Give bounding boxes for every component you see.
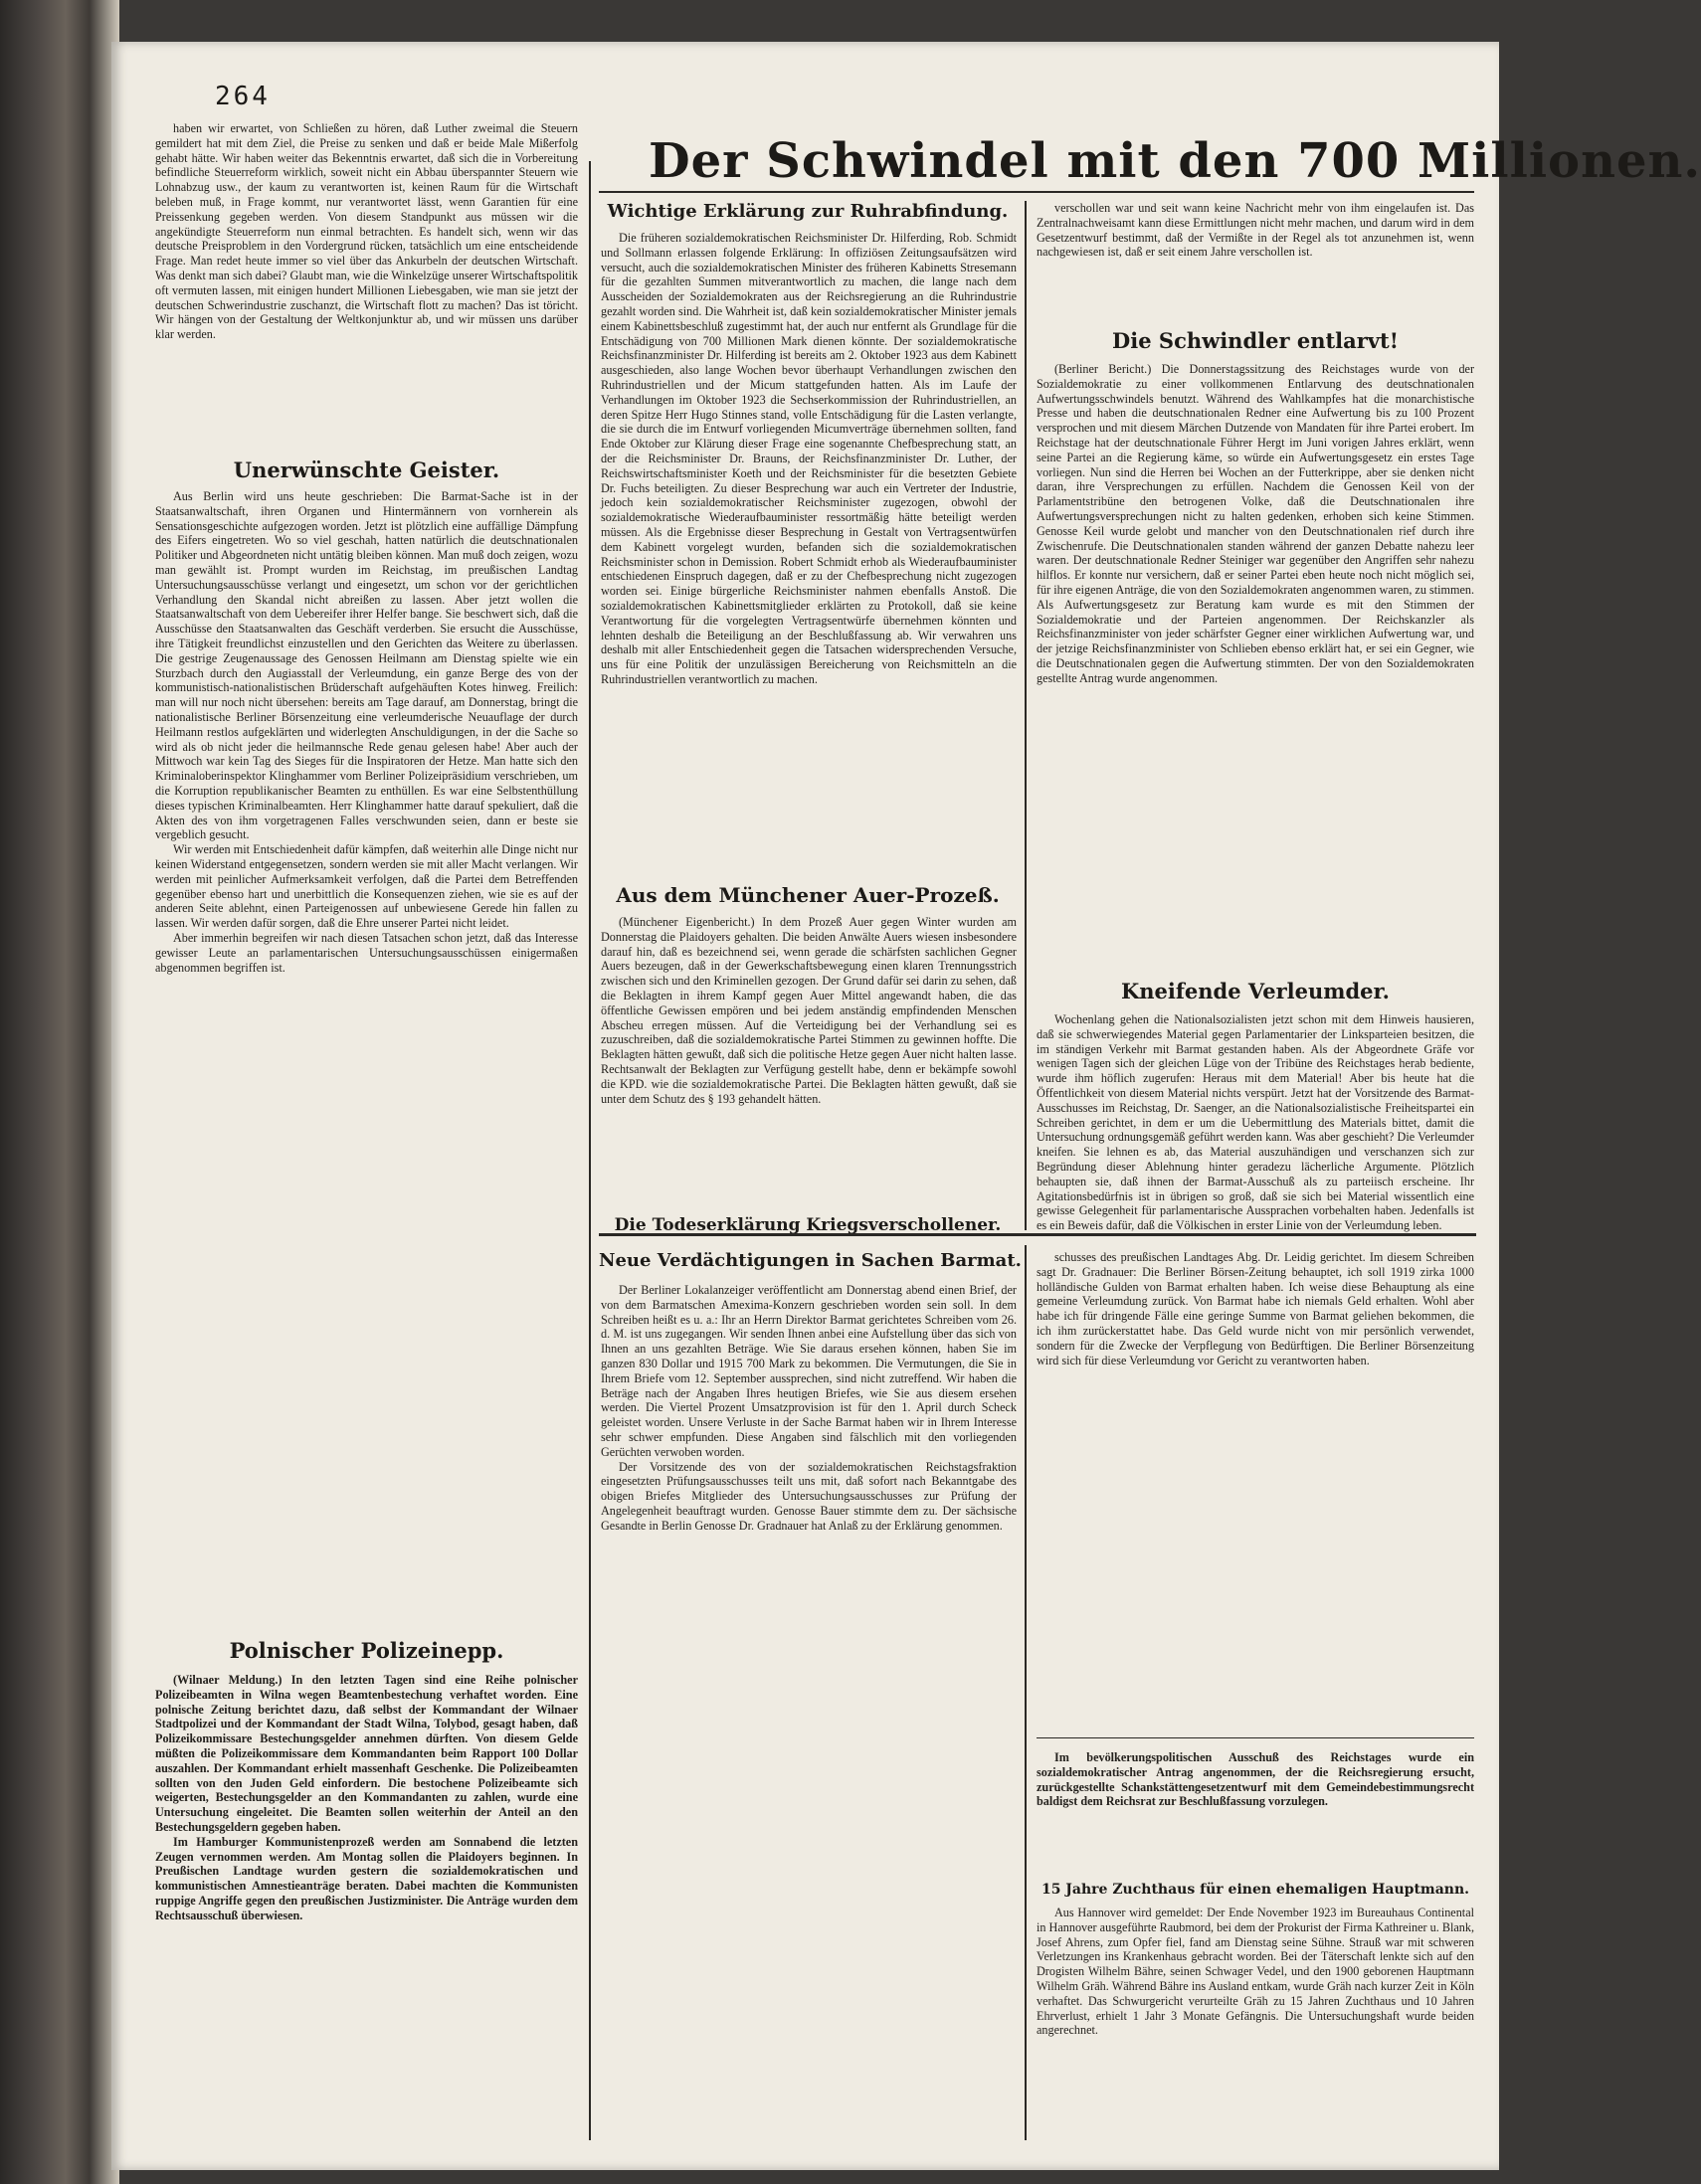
lower-article4-paragraph: Aus Hannover wird gemeldet: Der Ende November 1923 im Bureauhaus Continental in Hannover ausgeführte Raubmord, bei dem der Prokurist der Firma Kathreiner u. Blank, Josef Ahrens, zum Opfer fiel, fand am Dienstag seine Sühne. Strauß war mit schweren Verletzungen ins Krankenhaus gebracht worden. Bei der Täterschaft lenkte sich auf den Drogisten Wilhelm Bähre, seinen Schwager Vedel, und den 1900 geborenen Hauptmann Wilhelm Gräh. Während Bähre ins Ausland entkam, wurde Gräh nach kurzer Zeit in Köln verhaftet. Das Schwurgericht verurteilte Gräh zu 15 Jahren Zuchthaus und 10 Jahren Ehrverlust, erhielt 1 Jahr 3 Monate Gefängnis. Die Untersuchungshaft wurde beiden angerechnet.: [1037, 1906, 1474, 2038]
lower-article3-text: [1037, 1750, 1474, 1868]
article-divider-rule: [1037, 1737, 1474, 1738]
column-rule-lower: [1025, 1245, 1027, 2140]
col1-intro-text: [155, 121, 578, 448]
heading-auer-prozess: Aus dem Münchener Auer-Prozeß.: [616, 883, 1000, 907]
col2-article1-text: [601, 231, 1017, 875]
column-rule-left: [589, 161, 591, 2140]
col1-article1-paragraph3: Aber immerhin begreifen wir nach diesen Tatsachen schon jetzt, daß das Interesse gewisser Leute an parlamentarischen Untersuchungsausschüssen einigermaßen abgenommen begriffen ist.: [155, 930, 578, 975]
lower-article1-text: [601, 1283, 1017, 2128]
col3-article2-text: [1037, 1012, 1474, 1233]
lower-article1-paragraph2: Der Vorsitzende des von der sozialdemokratischen Reichstagsfraktion eingesetzten Prüfungsausschusses teilt uns mit, daß sofort nach Bekanntgabe des obigen Briefes Mitglieder des Untersuchungsausschusses zur Prüfung der Angelegenheit beauftragt wurden. Genosse Bauer stimmte dem zu. Der sächsische Gesandte in Berlin Genosse Dr. Gradnauer hat Anlaß zu der Erklärung genommen.: [601, 1459, 1017, 1533]
lower-article1-paragraph1: Der Berliner Lokalanzeiger veröffentlicht am Donnerstag abend einen Brief, der von dem Barmatschen Amexima-Konzern geschrieben worden sein soll. In dem Schreiben heißt es u. a.: Ihr an Herrn Direktor Barmat gerichtetes Schreiben vom 26. d. M. ist uns zugegangen. Wir senden Ihnen anbei eine Aufstellung über das sich von Ihnen an uns gezahlten Beträge. Wie Sie daraus ersehen können, haben Sie im ganzen 830 Dollar und 1915 700 Mark zu bekommen. Die Vermutungen, die Sie in Ihrem Briefe vom 12. September aussprechen, sind nicht zutreffend. Wir haben die Beträge nach der Angaben Ihres heutigen Briefes, wie Sie aus diesem ersehen werden. Die Viertel Prozent Umsatzprovision ist für den 1. April durch Scheck geleistet worden. Unsere Verluste in der Sache Barmat haben wir in Ihrem Interesse sehr schwer empfunden. Diese Angaben sind fälschlich mit den vorliegenden Gerüchten verwoben worden.: [601, 1283, 1017, 1459]
col3-continuation-text: [1037, 201, 1474, 318]
heading-polnischer-polizeinepp: Polnischer Polizeinepp.: [229, 1638, 504, 1663]
col3-continuation-paragraph: verschollen war und seit wann keine Nachricht mehr von ihm eingelaufen ist. Das Zentralnachweisamt kann diese Ermittlungen nicht mehr machen, und darum wird in dem Gesetzentwurf bestimmt, daß der Vermißte in der Regel als tot anzunehmen ist, wenn nachgewiesen ist, daß er seit einem Jahre verschollen ist.: [1037, 201, 1474, 260]
heading-todeserklaerung: Die Todeserklärung Kriegsverschollener.: [614, 1215, 1002, 1235]
headline-rule: [599, 191, 1474, 193]
main-headline: Der Schwindel mit den 700 Millionen.: [649, 133, 1701, 189]
column-rule-mid: [1025, 201, 1027, 1230]
lower-article2-text: [1037, 1250, 1474, 1718]
heading-unerwuenschte-geister: Unerwünschte Geister.: [233, 457, 500, 482]
col1-article2-text: [155, 1673, 578, 2110]
heading-neue-verdaechtigungen: Neue Verdächtigungen in Sachen Barmat.: [599, 1250, 1022, 1271]
col2-article2-paragraph: (Münchener Eigenbericht.) In dem Prozeß Auer gegen Winter wurden am Donnerstag die Plaidoyers gehalten. Die beiden Anwälte Auers wiesen insbesondere darauf hin, daß es bezeichnend sei, wenn gerade die schärfsten sachlichen Gegner Auers bezeugen, daß in der Gewerkschaftsbewegung einen klaren Trennungsstrich zwischen sich und den Kriminellen gezogen. Der Grund dafür sei darin zu sehen, daß die Beklagten in ihrem Kampf gegen Auer Mittel angewandt haben, die das öffentliche Gewissen empören und bei jedem anständig empfindenden Menschen Abscheu erregen müssen. Auf die Verteidigung bei der Verhandlung sei es zuzuschreiben, daß die sozialdemokratische Partei Stimmen zu gewinnen hoffte. Die Beklagten hätten gewußt, daß sich die politische Hetze gegen Auer nicht halten lasse. Rechtsanwalt der Beklagten zur Verfügung gestellt habe, denn er bekämpfe sowohl die KPD. wie die sozialdemokratische Partei. Die Beklagten hätten gewußt, daß sie unter dem Schutz des § 193 gehandelt hätten.: [601, 915, 1017, 1106]
col2-article2-text: [601, 915, 1017, 1208]
lower-article3-paragraph: Im bevölkerungspolitischen Ausschuß des Reichstages wurde ein sozialdemokratischer Antrag angenommen, der die Reichsregierung ersucht, zurückgestellte Schankstättengesetzentwurf mit dem Gemeindebestimmungsrecht baldigst dem Reichsrat zur Beschlußfassung vorzulegen.: [1037, 1750, 1474, 1809]
heading-schwindler-entlarvt: Die Schwindler entlarvt!: [1112, 328, 1399, 353]
col1-article1-paragraph1: Aus Berlin wird uns heute geschrieben: Die Barmat-Sache ist in der Staatsanwaltschaft, ihren Organen und Hintermännern von vornherein als Sensationsgeschichte aufgezogen worden. Jetzt ist plötzlich eine auffällige Dämpfung des Eifers eingetreten. Wo so viel geschah, hatten natürlich die deutschnationalen Politiker und Abgeordneten nicht untätig bleiben können. Man muß doch zeigen, wozu man gewählt ist. Prompt wurden im Reichstag, im preußischen Landtag Untersuchungsausschüsse verlangt und eingesetzt, um schon vor der gerichtlichen Verhandlung den Skandal nicht abreißen zu lassen. Aber jetzt wollen die Staatsanwaltschaft von dem Uebereifer ihrer Helfer bange. Sie beschwert sich, daß die Ausschüsse den Staatsanwalten das Geschäft verderben. Sie ersucht die Ausschüsse, ihre Tätigkeit freundlichst einzustellen und den Gerichten das Weitere zu überlassen. Die gestrige Zeugenaussage des Genossen Heilmann am Dienstag spielte wie ein Sturzbach durch den Augiasstall der Verleumdung, ein ganze Berge des von der kommunistisch-nationalistischen Brüderschaft aufgehäuften Kotes hinweg. Freilich: man will nur noch nicht übersehen: bereits am Tage darauf, am Donnerstag, bringt die nationalistische Berliner Börsenzeitung eine verleumderische Neuauflage der durch Heilmann restlos aufgeklärten und widerlegten Anschuldigungen, in der die Sache so wird als ob nicht jeder die heilmannsche Rede genau gelesen habe! Aber auch der Mittwoch war kein Tag des Sieges für die Inspiratoren der Hetze. Man hatte sich den Kriminaloberinspektor Klinghammer vom Berliner Polizeipräsidium verschrieben, um die Korruption republikanischer Beamten zu enthüllen. Es war eine Selbstenthüllung dieses typischen Kriminalbeamten. Herr Klinghammer hatte darauf spekuliert, daß die Akten des von ihm vorgetragenen Falles verschwunden seien, dann er beste sie vergeblich gesucht.: [155, 489, 578, 842]
heading-zuchthaus: 15 Jahre Zuchthaus für einen ehemaligen Hauptmann.: [1040, 1882, 1470, 1898]
col3-article1-paragraph: (Berliner Bericht.) Die Donnerstagssitzung des Reichstages wurde von der Sozialdemokratie zu einer vollkommenen Entlarvung des deutschnationalen Aufwertungsschwindels benutzt. Während des Wahlkampfes hat die monarchistische Presse und haben die deutschnationalen Redner eine Aufwertung bis zu 100 Prozent versprochen und mit diesem Märchen Dutzende von Mandaten für ihre Partei erobert. Im Reichstage hat der deutschnationale Führer Hergt im Juni vorigen Jahres erklärt, wenn seine Partei an die Regierung käme, so würde ein Aufwertungsgesetz ein erstes Tage vorliegen. Nun sind die Herren bei Wochen an der Futterkrippe, aber sie denken nicht daran, ihre Versprechungen zu erfüllen. Nachdem die Genossen Keil von der Parlamentstribüne den betrogenen Volke, daß die Deutschnationalen ihre Aufwertungsversprechungen nicht zu halten gedenken, erhoben sich keine Stimmen. Genosse Keil wurde gelobt und mancher von den Deutschnationalen rief durch ihre Zwischenrufe. Die Deutschnationalen standen während der ganzen Debatte nahezu leer waren. Der deutschnationale Redner Steiniger war gegenüber den Angriffen sehr nahezu hilflos. Er konnte nur versichern, daß er seiner Partei eben heute noch nicht möglich sei, für ihre eigenen Anträge, die von den Sozialdemokraten angenommen waren, zu stimmen. Als Aufwertungsgesetz zur Beratung kam wurde es mit den Stimmen der Sozialdemokratie und der Parteien angenommen. Der Reichskanzler als Reichsfinanzminister von jeder schärfster Gegner einer wirklichen Aufwertung war, und der jetzige Reichsfinanzminister von Schlieben ebenso erklärt hat, er sei ein Gegner, wie die Deutschnationalen gegen die Aufwertung stimmten. Der von den Sozialdemokraten gestellte Antrag wurde angenommen.: [1037, 362, 1474, 685]
col2-article1-paragraph: Die früheren sozialdemokratischen Reichsminister Dr. Hilferding, Rob. Schmidt und Sollmann erlassen folgende Erklärung: In offiziösen Zeitungsaufsätzen wird versucht, auch die sozialdemokratischen Minister des früheren Kabinetts Stresemann für die gezahlten Summen mitverantwortlich zu machen, die lange nach dem Ausscheiden der Sozialdemokraten aus der Reichsregierung an die Ruhrindustrie gezahlt worden sind. Die Wahrheit ist, daß kein sozialdemokratischer Minister jemals einem Kabinettsbeschluß zugestimmt hat, der auch nur entfernt als Grundlage für die Entschädigung von 700 Millionen Mark dienen könnte. Der sozialdemokratische Reichsfinanzminister Dr. Hilferding ist bereits am 2. Oktober 1923 aus dem Kabinett ausgeschieden, also lange Wochen bevor überhaupt Verhandlungen zwischen den Ruhrindustriellen und der Micum stattgefunden hatten. Als im Laufe der Verhandlungen im Oktober 1923 die Sechserkommission der Ruhrindustriellen, an deren Spitze Herr Hugo Stinnes stand, volle Entschädigung für die Lasten verlangte, die sie durch die im Entwurf vorliegenden Micumverträge übernehmen sollten, fand Ende Oktober zur Klärung dieser Frage eine sogenannte Chefbesprechung statt, an der die Reichsminister Dr. Brauns, der Reichsfinanzminister Dr. Luther, der Reichswirtschaftsminister Koeth und der Reichsminister für die besetzten Gebiete Dr. Fuchs beteiligten. Zu dieser Besprechung war auch ein Vertreter der Industrie, jedoch kein sozialdemokratischer Reichsminister zugezogen, obwohl der sozialdemokratische Wiederaufbauminister ressortmäßig hätte beteiligt werden müssen. Als die Ergebnisse dieser Besprechung in Gestalt von Vertragsentwürfen dem Kabinett vorgelegt wurden, befanden sich die sozialdemokratischen Reichsminister schon in Demission. Robert Schmidt erhob als Wiederaufbauminister entschiedenen Einspruch dagegen, daß er zu der Chefbesprechung nicht zugezogen worden sei. Einige bürgerliche Reichsminister nahmen ebenfalls Anstoß. Die sozialdemokratischen Kabinettsmitglieder erklärten zu Protokoll, daß sie keine Verantwortung für die vorgelegten Vertragsentwürfe übernehmen könnten und lehnten deshalb die Beteiligung an der Beschlußfassung ab. Wir verwahren uns deshalb mit aller Entschiedenheit gegen die Tatsachen widersprechenden Versuche, uns für eine Politik der unzulässigen Bereicherung von Reichsmitteln an die Ruhrindustriellen verantwortlich zu machen.: [601, 231, 1017, 686]
col1-article2-paragraph2: Im Hamburger Kommunistenprozeß werden am Sonnabend die letzten Zeugen vernommen werden. Am Montag sollen die Plaidoyers beginnen. In Preußischen Landtage wurden gestern die sozialdemokratischen und kommunistischen Amnestieanträge beraten. Dabei machten die Kommunisten ruppige Angriffe gegen den preußischen Justizminister. Die Anträge wurden dem Rechtsausschuß überwiesen.: [155, 1834, 578, 1922]
lower-article4-text: [1037, 1906, 1474, 2130]
col1-article1-paragraph2: Wir werden mit Entschiedenheit dafür kämpfen, daß weiterhin alle Dinge nicht nur keinen Widerstand entgegensetzen, sondern werden sie mit aller Macht verlangen. Wir werden mit peinlicher Aufmerksamkeit verfolgen, daß die Partei dem Betreffenden gegenüber ebenso hart und unerbittlich die Konsequenzen ziehen, wie sie es auf der anderen Seite ablehnt, einen Parteigenossen auf unbewiesene Gerede hin fallen zu lassen. Wir werden dafür sorgen, daß die Ehre unserer Partei nicht leidet.: [155, 842, 578, 931]
page-number: 264: [215, 82, 271, 111]
col1-intro-paragraph: haben wir erwartet, von Schließen zu hören, daß Luther zweimal die Steuern gemildert hat mit dem Ziel, die Preise zu senken und daß er beide Male Mißerfolg gehabt hätte. Wir haben weiter das Bekenntnis erwartet, daß sich die in Vorbereitung befindliche Steuerreform wirklich, soweit nicht ein Abbau überspannter Steuern wie Lohnabzug usw., der kaum zu verantworten ist, keinen Raum für die Wirtschaft beleben muß, in Frage kommt, nur verantwortet lässt, wenn Garantien für eine Preissenkung gegeben werden. Von diesem Standpunkt aus müssen wir die angekündigte Steuerreform nun einmal betrachten. Es handelt sich, wenn wir das deutsche Preisproblem in den Vordergrund rücken, tatsächlich um eine entscheidende Frage. Man redet heute immer so viel über das Ankurbeln der deutschen Wirtschaft. Was denkt man sich dabei? Glaubt man, wie die Winkelzüge unserer Wirtschaftspolitik oft vermuten lassen, mit einigen hundert Millionen Liebesgaben, wie man sie jetzt der deutschen Schwerindustrie zuschanzt, die Wirtschaft flott zu machen? Das ist töricht. Wir hängen von der Gestaltung der Weltkonjunktur ab, und wir müssen uns darüber klar werden.: [155, 121, 578, 342]
col1-article1-text: [155, 489, 578, 1628]
heading-kneifende-verleumder: Kneifende Verleumder.: [1121, 979, 1390, 1003]
col3-article2-paragraph: Wochenlang gehen die Nationalsozialisten jetzt schon mit dem Hinweis hausieren, daß sie schwerwiegendes Material gegen Parlamentarier der Linksparteien besitzen, die im ständigen Verkehr mit Barmat gestanden haben. Als der Abgeordnete Gräfe vor wenigen Tagen sich der gleichen Lüge von der Tribüne des Reichstages herab bediente, wurde ihm höflich zugerufen: Heraus mit dem Material! Aber bis heute hat die Öffentlichkeit von diesem Material nichts verspürt. Jetzt hat der Vorsitzende des Barmat-Ausschusses im Reichstag, Dr. Saenger, an die Nationalsozialistische Freiheitspartei ein Schreiben gerichtet, in dem er um die Uebermittlung des Materials bittet, damit die Untersuchung ordnungsgemäß geführt werden kann. Was aber geschieht? Die Verleumder kneifen. Sie lehnen es ab, das Material auszuhändigen und verschanzen sich zur Begründung dieser Ablehnung hinter geradezu lächerliche Argumente. Plötzlich behaupten sie, daß ihnen der Barmat-Ausschuß als zu parteiisch erscheine. Ihr Agitationsbedürfnis ist in übrigen so groß, daß sie sich bei Material wissentlich eine gewisse Gelegenheit für parlamentarische Aussprachen vorbehalten haben. Jedenfalls ist es ein Beweis dafür, daß die Völkischen in erster Linie von der Verleumdung leben.: [1037, 1012, 1474, 1233]
newspaper-page: [111, 42, 1701, 2170]
heading-ruhrabfindung: Wichtige Erklärung zur Ruhrabfindung.: [607, 201, 1009, 222]
lower-article2-paragraph: schusses des preußischen Landtages Abg. Dr. Leidig gerichtet. Im diesem Schreiben sagt Dr. Gradnauer: Die Berliner Börsen-Zeitung behauptet, ich soll 1919 zirka 1000 holländische Gulden von Barmat erhalten haben. Ich weise diese Behauptung als eine gemeine Verleumdung zurück. Von Barmat habe ich niemals Geld erhalten. Wohl aber habe ich für dringende Fälle eine geringe Summe von Barmat geliehen bekommen, die ich ihm zurückerstattet habe. Das Geld wurde nicht von mir persönlich verwendet, sondern für die Zwecke der Verpflegung von Bedürftigen. Die Berliner Börsenzeitung wird sich für diese Verleumdung vor Gericht zu verantworten haben.: [1037, 1250, 1474, 1367]
col1-article2-paragraph1: (Wilnaer Meldung.) In den letzten Tagen sind eine Reihe polnischer Polizeibeamten in Wilna wegen Beamtenbestechung verhaftet worden. Eine polnische Zeitung berichtet dazu, daß selbst der Kommandant der Wilnaer Stadtpolizei und der Kommandant der Stadt Wilna, Tolybod, gesagt haben, daß Polizeikommissare Bestechungsgelder annehmen dürften. Von diesem Gelde müßten die Polizeikommissare dem Kommandanten beim Rapport 100 Dollar auszahlen. Der Kommandant erhielt massenhaft Geschenke. Die Polizeibeamten sollten von den Juden Geld einfordern. Die bestochene Polizeibeamte sich weigerten, Bestechungsgelder an den Kommandanten zu zahlen, wurde eine Untersuchung eingeleitet. Die Beamten sollen weiterhin der Anteil an den Bestechungsgeldern gegeben haben.: [155, 1673, 578, 1834]
book-binding: [0, 0, 119, 2184]
col3-article1-text: [1037, 362, 1474, 967]
